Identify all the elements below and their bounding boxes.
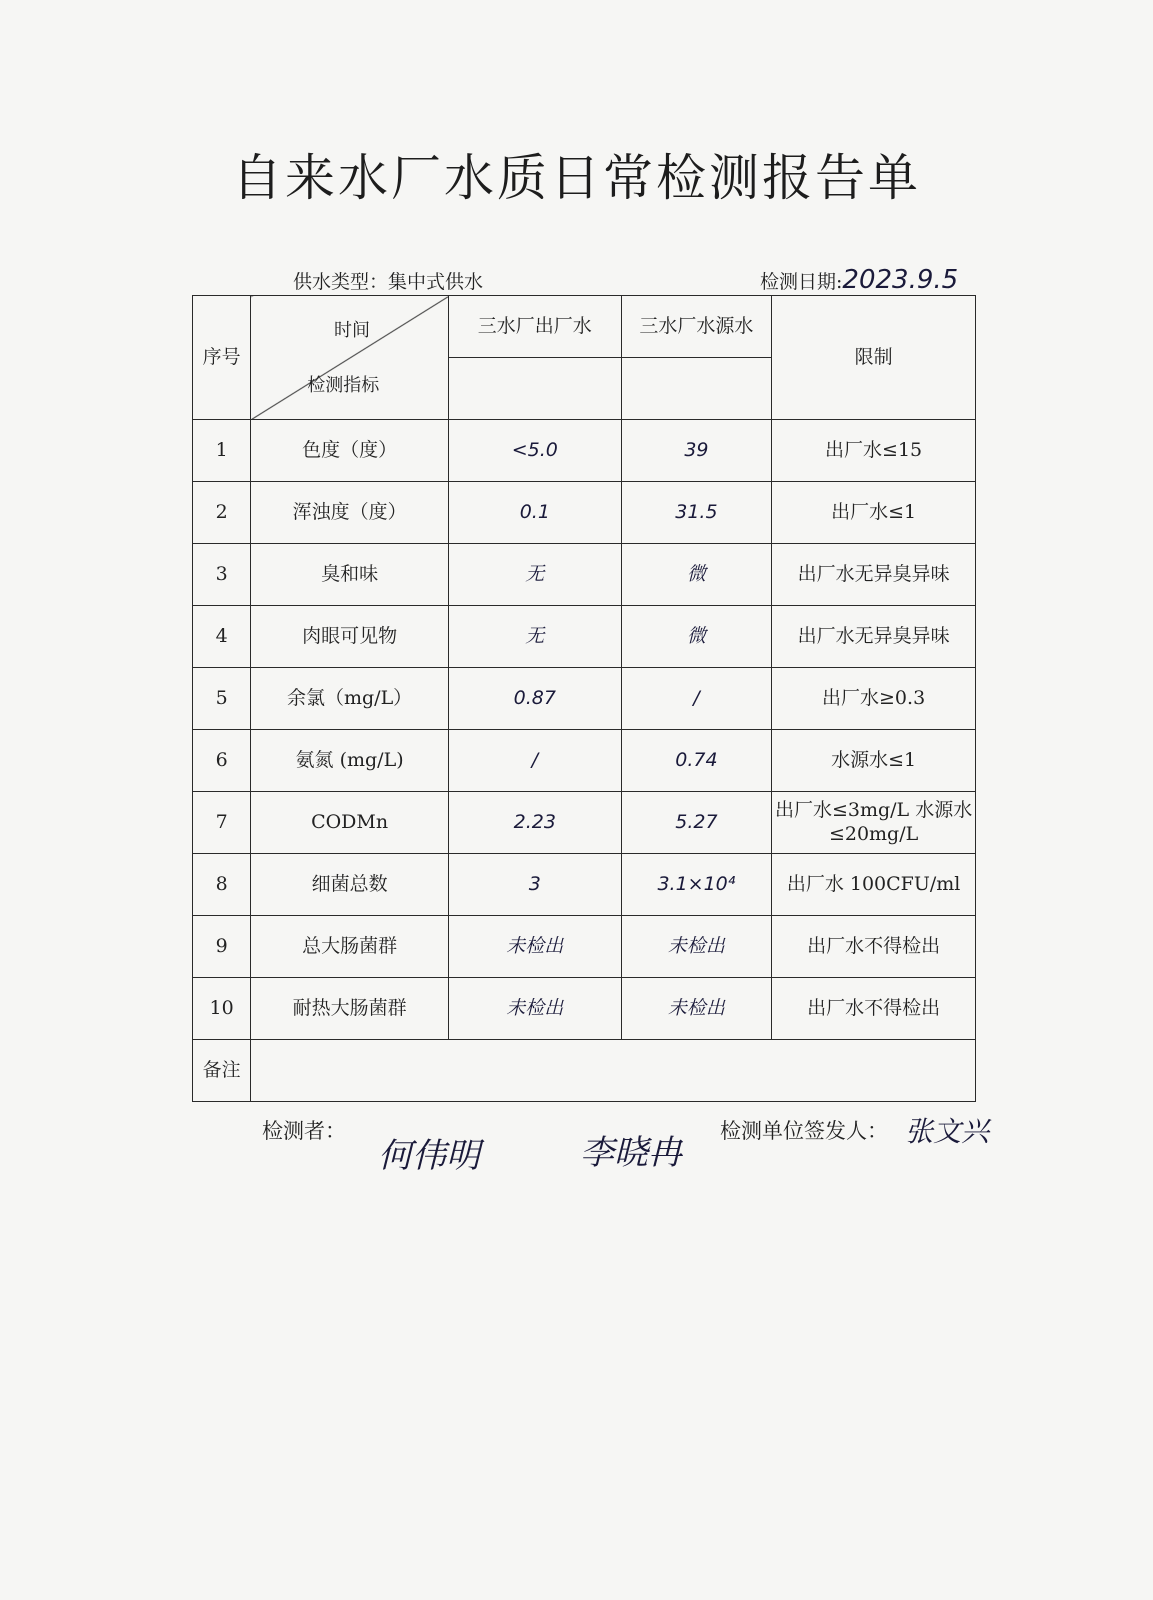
table-row	[193, 420, 976, 482]
row-value-a: 0.87	[448, 668, 621, 730]
header-col-a-blank	[448, 358, 621, 420]
table-row	[193, 482, 976, 544]
note-content	[251, 1040, 976, 1102]
row-no: 6	[193, 730, 251, 792]
row-value-b: 未检出	[621, 978, 772, 1040]
supply-type-value: 集中式供水	[388, 271, 484, 293]
inspector-label: 检测者：	[262, 1119, 346, 1143]
row-value-b: 微	[621, 544, 772, 606]
row-no: 9	[193, 916, 251, 978]
row-value-b: 未检出	[621, 916, 772, 978]
header-col-b-blank	[621, 358, 772, 420]
row-item: 氨氮 (mg/L)	[251, 730, 449, 792]
row-value-a: 0.1	[448, 482, 621, 544]
test-date	[760, 265, 958, 295]
row-limit: 出厂水≥0.3	[772, 668, 976, 730]
supply-type	[293, 267, 483, 294]
table-row	[193, 916, 976, 978]
row-item: 肉眼可见物	[251, 606, 449, 668]
row-item: 色度（度）	[251, 420, 449, 482]
row-limit: 出厂水无异臭异味	[772, 606, 976, 668]
row-value-b: /	[621, 668, 772, 730]
issuer-label: 检测单位签发人：	[720, 1119, 888, 1143]
row-limit: 出厂水不得检出	[772, 916, 976, 978]
row-no: 4	[193, 606, 251, 668]
row-value-a: 未检出	[448, 978, 621, 1040]
row-value-b: 31.5	[621, 482, 772, 544]
row-limit: 出厂水≤3mg/L 水源水≤20mg/L	[772, 792, 976, 854]
row-no: 7	[193, 792, 251, 854]
row-item: 总大肠菌群	[251, 916, 449, 978]
row-item: 臭和味	[251, 544, 449, 606]
table-row	[193, 544, 976, 606]
row-limit: 出厂水无异臭异味	[772, 544, 976, 606]
header-indicator: 检测指标	[307, 374, 380, 396]
water-quality-table	[192, 295, 976, 1102]
inspector-signature-1: 何伟明	[378, 1136, 480, 1176]
table-row	[193, 978, 976, 1040]
row-value-b: 0.74	[621, 730, 772, 792]
supply-type-label: 供水类型：	[293, 271, 389, 293]
table-row	[193, 792, 976, 854]
row-item: CODMn	[251, 792, 449, 854]
row-value-a: /	[448, 730, 621, 792]
row-limit: 出厂水不得检出	[772, 978, 976, 1040]
row-item: 耐热大肠菌群	[251, 978, 449, 1040]
row-value-a: 3	[448, 854, 621, 916]
header-col-a: 三水厂出厂水	[448, 296, 621, 358]
row-no: 2	[193, 482, 251, 544]
table-row	[193, 668, 976, 730]
row-limit: 出厂水≤1	[772, 482, 976, 544]
test-date-label: 检测日期:	[760, 271, 843, 293]
row-value-b: 3.1×10⁴	[621, 854, 772, 916]
header-no: 序号	[193, 296, 251, 420]
inspector-signature-2: 李晓冉	[580, 1133, 682, 1173]
row-limit: 水源水≤1	[772, 730, 976, 792]
header-time: 时间	[333, 320, 370, 341]
header-diagonal-cell	[251, 296, 449, 420]
row-value-b: 微	[621, 606, 772, 668]
row-value-b: 5.27	[621, 792, 772, 854]
row-no: 5	[193, 668, 251, 730]
row-no: 8	[193, 854, 251, 916]
row-item: 余氯（mg/L）	[251, 668, 449, 730]
row-no: 3	[193, 544, 251, 606]
row-no: 10	[193, 978, 251, 1040]
row-item: 细菌总数	[251, 854, 449, 916]
table-row	[193, 854, 976, 916]
row-no: 1	[193, 420, 251, 482]
table-row	[193, 730, 976, 792]
row-value-a: 无	[448, 544, 621, 606]
row-value-b: 39	[621, 420, 772, 482]
header-col-b: 三水厂水源水	[621, 296, 772, 358]
issuer-signature: 张文兴	[905, 1115, 990, 1148]
table-row	[193, 606, 976, 668]
report-title: 自来水厂水质日常检测报告单	[232, 149, 921, 207]
row-value-a: 无	[448, 606, 621, 668]
test-date-value: 2023.9.5	[842, 265, 959, 295]
row-value-a: 未检出	[448, 916, 621, 978]
header-limit: 限制	[772, 296, 976, 420]
row-limit: 出厂水 100CFU/ml	[772, 854, 976, 916]
row-value-a: <5.0	[448, 420, 621, 482]
row-value-a: 2.23	[448, 792, 621, 854]
row-limit: 出厂水≤15	[772, 420, 976, 482]
note-label: 备注	[193, 1040, 251, 1102]
row-item: 浑浊度（度）	[251, 482, 449, 544]
note-row	[193, 1040, 976, 1102]
